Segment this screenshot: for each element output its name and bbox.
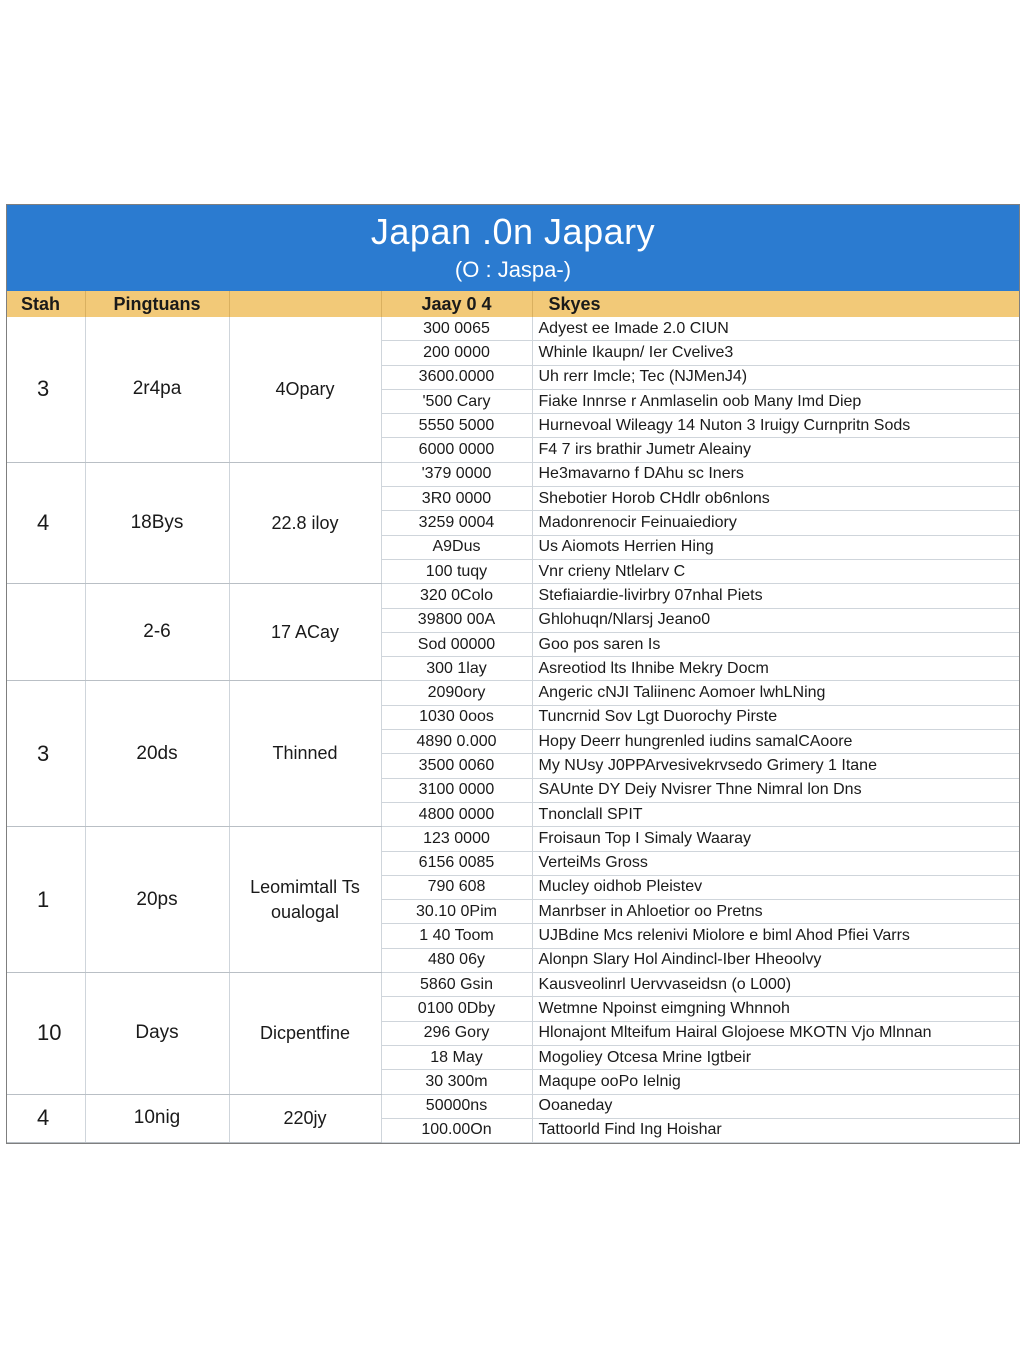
table-row bbox=[7, 681, 1019, 705]
step-cell: Asreotiod lts Ihnibe Mekry Docm bbox=[532, 657, 1019, 681]
day-cell: 1030 0oos bbox=[381, 705, 532, 729]
day-cell: 296 Gory bbox=[381, 1021, 532, 1045]
stage-cell: 4 bbox=[7, 462, 85, 583]
stage-cell: 4 bbox=[7, 1094, 85, 1143]
day-cell: 5550 5000 bbox=[381, 414, 532, 438]
day-cell: 300 1lay bbox=[381, 657, 532, 681]
group-cell: Thinned bbox=[229, 681, 381, 827]
column-header: Pingtuans bbox=[85, 291, 229, 317]
step-cell: Madonrenocir Feinuaiediory bbox=[532, 511, 1019, 535]
table-row bbox=[7, 973, 1019, 997]
day-cell: 18 May bbox=[381, 1045, 532, 1069]
group-cell: 2r4pa bbox=[85, 317, 229, 462]
step-cell: Us Aiomots Herrien Hing bbox=[532, 535, 1019, 559]
day-cell: 790 608 bbox=[381, 875, 532, 899]
column-header: Stah bbox=[7, 291, 85, 317]
column-header: Skyes bbox=[532, 291, 1019, 317]
step-cell: Angeric cNJI Taliinenc Aomoer lwhLNing bbox=[532, 681, 1019, 705]
group-cell: 20ds bbox=[85, 681, 229, 827]
group-cell: 20ps bbox=[85, 827, 229, 973]
step-cell: Hlonajont Mlteifum Hairal Glojoese MKOTN Vjo Mlnnan bbox=[532, 1021, 1019, 1045]
step-cell: Maqupe ooPo Ielnig bbox=[532, 1070, 1019, 1094]
table-header-row bbox=[7, 291, 1019, 317]
step-cell: Tnonclall SPIT bbox=[532, 802, 1019, 826]
day-cell: 200 0000 bbox=[381, 341, 532, 365]
step-cell: Tuncrnid Sov Lgt Duorochy Pirste bbox=[532, 705, 1019, 729]
day-cell: 4890 0.000 bbox=[381, 730, 532, 754]
column-header bbox=[229, 291, 381, 317]
day-cell: 300 0065 bbox=[381, 317, 532, 341]
step-cell: Hurnevoal Wileagy 14 Nuton 3 Iruigy Curnpritn Sods bbox=[532, 414, 1019, 438]
day-cell: A9Dus bbox=[381, 535, 532, 559]
stage-cell: 3 bbox=[7, 681, 85, 827]
day-cell: 6000 0000 bbox=[381, 438, 532, 462]
day-cell: 1 40 Toom bbox=[381, 924, 532, 948]
day-cell: 2090ory bbox=[381, 681, 532, 705]
document-title: Japan .0n Japary bbox=[370, 211, 656, 252]
day-cell: 320 0Colo bbox=[381, 584, 532, 608]
group-cell: 2-6 bbox=[85, 584, 229, 681]
step-cell: He3mavarno f DAhu sc Iners bbox=[532, 462, 1019, 486]
step-cell: Manrbser in Ahloetior oo Pretns bbox=[532, 900, 1019, 924]
step-cell: VerteiMs Gross bbox=[532, 851, 1019, 875]
step-cell: Fiake Innrse r Anmlaselin oob Many Imd Diep bbox=[532, 389, 1019, 413]
group-cell: 10nig bbox=[85, 1094, 229, 1143]
group-cell: 4Opary bbox=[229, 317, 381, 462]
step-cell: Goo pos saren Is bbox=[532, 632, 1019, 656]
day-cell: 30.10 0Pim bbox=[381, 900, 532, 924]
day-cell: '379 0000 bbox=[381, 462, 532, 486]
itinerary-document bbox=[6, 204, 1020, 1144]
day-cell: 3600.0000 bbox=[381, 365, 532, 389]
table-row bbox=[7, 827, 1019, 851]
step-cell: F4 7 irs brathir Jumetr Aleainy bbox=[532, 438, 1019, 462]
day-cell: 3100 0000 bbox=[381, 778, 532, 802]
day-cell: 3500 0060 bbox=[381, 754, 532, 778]
step-cell: UJBdine Mcs relenivi Miolore e biml Ahod Pfiei Varrs bbox=[532, 924, 1019, 948]
group-cell: 18Bys bbox=[85, 462, 229, 583]
day-cell: 100 tuqy bbox=[381, 559, 532, 583]
step-cell: My NUsy J0PPArvesivekrvsedo Grimery 1 Itane bbox=[532, 754, 1019, 778]
group-cell: 220jy bbox=[229, 1094, 381, 1143]
step-cell: Mogoliey Otcesa Mrine Igtbeir bbox=[532, 1045, 1019, 1069]
table-body bbox=[7, 317, 1019, 1143]
table-row bbox=[7, 317, 1019, 341]
table-row bbox=[7, 462, 1019, 486]
step-cell: Whinle Ikaupn/ Ier Cvelive3 bbox=[532, 341, 1019, 365]
step-cell: Alonpn Slary Hol Aindincl-Iber Hheoolvy bbox=[532, 948, 1019, 972]
step-cell: Froisaun Top I Simaly Waaray bbox=[532, 827, 1019, 851]
day-cell: 0100 0Dby bbox=[381, 997, 532, 1021]
day-cell: '500 Cary bbox=[381, 389, 532, 413]
step-cell: Vnr crieny Ntlelarv C bbox=[532, 559, 1019, 583]
day-cell: 100.00On bbox=[381, 1118, 532, 1142]
group-cell: Dicpentfine bbox=[229, 973, 381, 1094]
step-cell: Adyest ee Imade 2.0 CIUN bbox=[532, 317, 1019, 341]
day-cell: 50000ns bbox=[381, 1094, 532, 1118]
step-cell: Mucley oidhob Pleistev bbox=[532, 875, 1019, 899]
table-row bbox=[7, 584, 1019, 608]
day-cell: 3R0 0000 bbox=[381, 487, 532, 511]
day-cell: 30 300m bbox=[381, 1070, 532, 1094]
day-cell: 123 0000 bbox=[381, 827, 532, 851]
day-cell: 6156 0085 bbox=[381, 851, 532, 875]
day-cell: 39800 00A bbox=[381, 608, 532, 632]
column-header: Jaay 0 4 bbox=[381, 291, 532, 317]
day-cell: 4800 0000 bbox=[381, 802, 532, 826]
day-cell: 5860 Gsin bbox=[381, 973, 532, 997]
group-cell: Leomimtall Ts oualogal bbox=[229, 827, 381, 973]
title-banner bbox=[7, 205, 1019, 291]
step-cell: Ooaneday bbox=[532, 1094, 1019, 1118]
step-cell: Uh rerr Imcle; Tec (NJMenJ4) bbox=[532, 365, 1019, 389]
step-cell: Stefiaiardie-livirbry 07nhal Piets bbox=[532, 584, 1019, 608]
day-cell: 480 06y bbox=[381, 948, 532, 972]
step-cell: Wetmne Npoinst eimgning Whnnoh bbox=[532, 997, 1019, 1021]
group-cell: 17 ACay bbox=[229, 584, 381, 681]
itinerary-table bbox=[7, 291, 1019, 1143]
step-cell: Ghlohuqn/Nlarsj Jeano0 bbox=[532, 608, 1019, 632]
group-cell: Days bbox=[85, 973, 229, 1094]
table-row bbox=[7, 1094, 1019, 1118]
step-cell: Kausveolinrl Uervvaseidsn (o L000) bbox=[532, 973, 1019, 997]
step-cell: Shebotier Horob CHdlr ob6nlons bbox=[532, 487, 1019, 511]
day-cell: 3259 0004 bbox=[381, 511, 532, 535]
stage-cell: 10 bbox=[7, 973, 85, 1094]
step-cell: Tattoorld Find Ing Hoishar bbox=[532, 1118, 1019, 1142]
document-subtitle: (O : Jaspa-) bbox=[454, 257, 572, 282]
stage-cell: 3 bbox=[7, 317, 85, 462]
group-cell: 22.8 iloy bbox=[229, 462, 381, 583]
stage-cell: 1 bbox=[7, 827, 85, 973]
step-cell: Hopy Deerr hungrenled iudins samalCAoore bbox=[532, 730, 1019, 754]
day-cell: Sod 00000 bbox=[381, 632, 532, 656]
stage-cell bbox=[7, 584, 85, 681]
step-cell: SAUnte DY Deiy Nvisrer Thne Nimral lon Dns bbox=[532, 778, 1019, 802]
